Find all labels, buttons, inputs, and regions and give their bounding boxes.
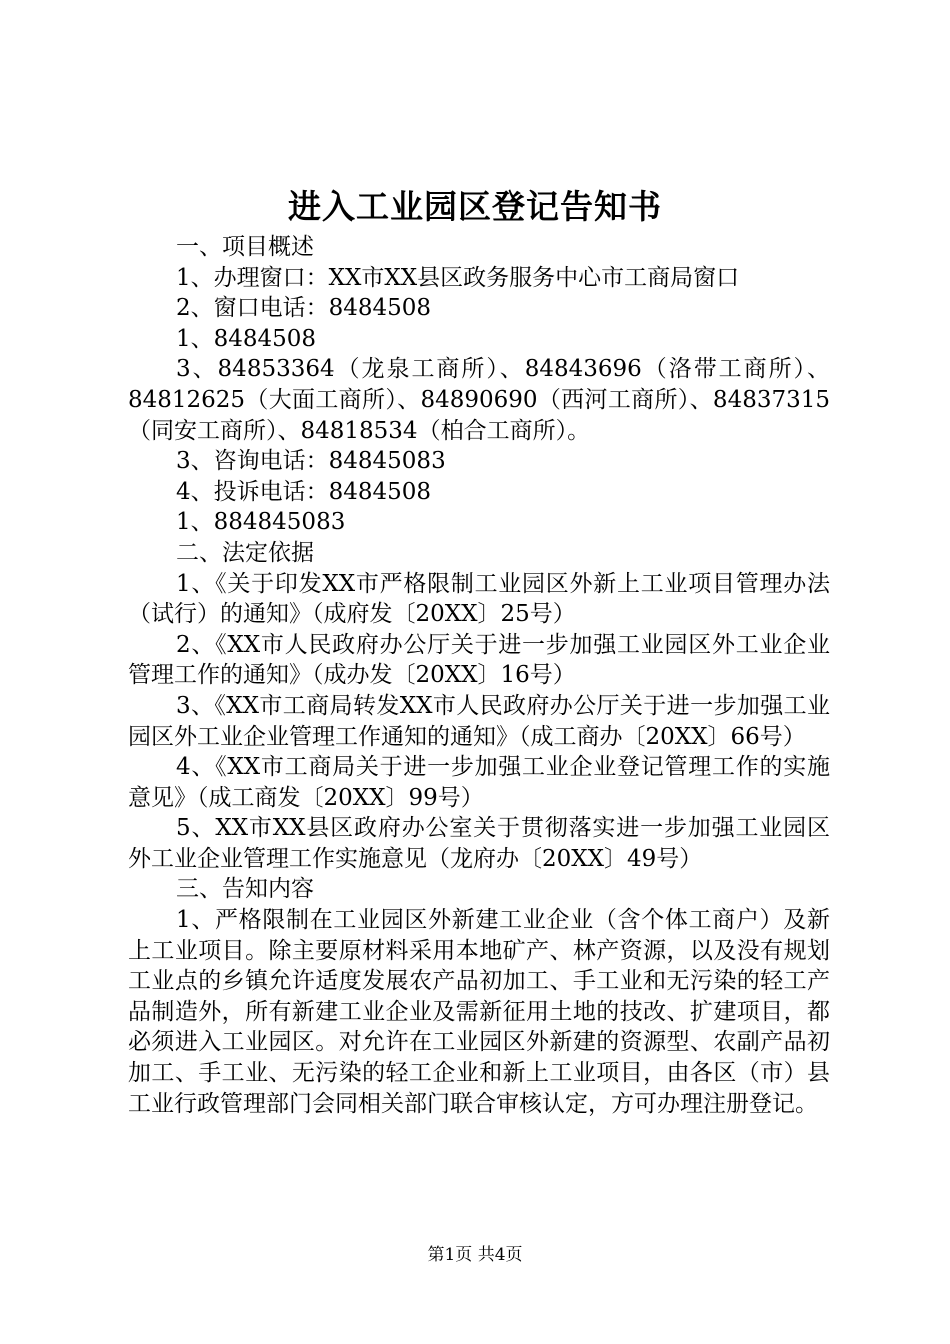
- document-title: 进入工业园区登记告知书: [288, 187, 662, 226]
- paragraph-notice-content-1: 1、严格限制在工业园区外新建工业企业（含个体工商户）及新上工业项目。除主要原材料采用本地矿产、林产资源，以及没有规划工业点的乡镇允许适度发展农产品初加工、手工业和无污染的轻工产品制造外，所有新建工业企业及需新征用土地的技改、扩建项目，都必须进入工业园区。对允许在工业园区外新建的资源型、农副产品初加工、手工业、无污染的轻工企业和新上工业项目，由各区（市）县工业行政管理部门会同相关部门联合审核认定，方可办理注册登记。: [128, 907, 830, 1117]
- section-heading-notice-content: 三、告知内容: [176, 876, 314, 903]
- page-footer: 第1页 共4页: [427, 1245, 523, 1265]
- paragraph-phone-extra-2: 1、884845083: [176, 509, 346, 536]
- paragraph-consult-phone: 3、咨询电话：84845083: [176, 448, 446, 475]
- paragraph-legal-basis-5: 5、XX市XX县区政府办公室关于贯彻落实进一步加强工业园区外工业企业管理工作实施意见（龙府办〔20XX〕49号）: [128, 815, 830, 872]
- paragraph-phone-extra: 1、8484508: [176, 325, 317, 352]
- paragraph-legal-basis-2: 2、《XX市人民政府办公厅关于进一步加强工业园区外工业企业管理工作的通知》（成办发〔20XX〕16号）: [128, 631, 830, 689]
- paragraph-branch-phones: 3、84853364（龙泉工商所）、84843696（洛带工商所）、84812625（大面工商所）、84890690（西河工商所）、84837315（同安工商所）、84818534（柏合工商所）。: [128, 356, 830, 444]
- paragraph-complaint-phone: 4、投诉电话：8484508: [176, 478, 432, 505]
- paragraph-legal-basis-3: 3、《XX市工商局转发XX市人民政府办公厅关于进一步加强工业园区外工业企业管理工作通知的通知》（成工商办〔20XX〕66号）: [128, 692, 830, 750]
- section-heading-legal-basis: 二、法定依据: [176, 539, 314, 566]
- paragraph-service-window: 1、办理窗口：XX市XX县区政务服务中心市工商局窗口: [176, 264, 740, 291]
- paragraph-window-phone: 2、窗口电话：8484508: [176, 295, 432, 322]
- paragraph-legal-basis-4: 4、《XX市工商局关于进一步加强工业企业登记管理工作的实施意见》（成工商发〔20XX〕99号）: [128, 754, 830, 811]
- document-body: [128, 232, 830, 1119]
- paragraph-legal-basis-1: 1、《关于印发XX市严格限制工业园区外新上工业项目管理办法（试行）的通知》（成府发〔20XX〕25号）: [128, 570, 830, 628]
- section-heading-overview: 一、项目概述: [176, 234, 314, 260]
